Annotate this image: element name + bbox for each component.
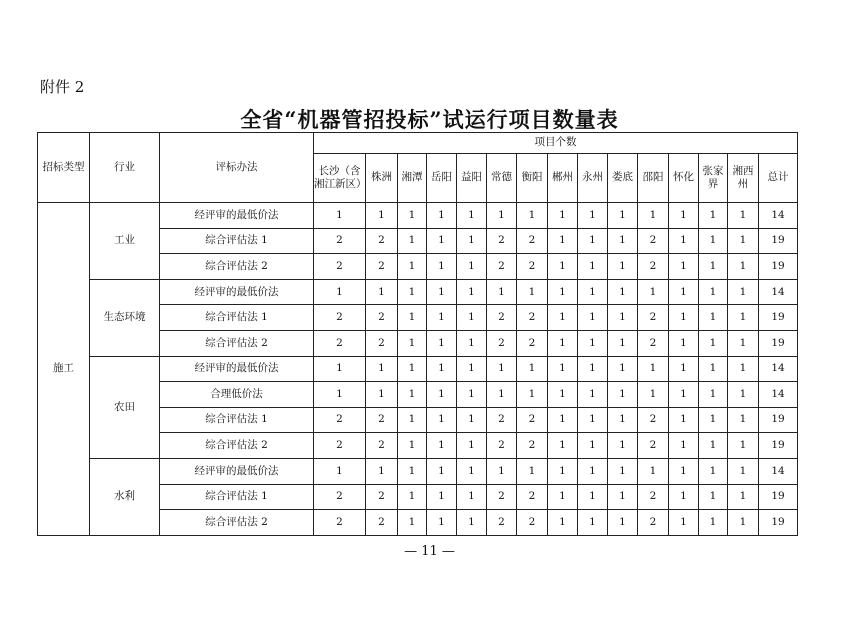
count-cell: 1 [548,228,578,254]
count-cell: 1 [398,484,427,510]
count-cell: 1 [398,382,427,408]
count-cell: 1 [608,407,638,433]
method-cell: 经评审的最低价法 [160,203,314,229]
count-cell: 2 [638,305,669,331]
count-cell: 1 [548,279,578,305]
count-cell: 1 [699,254,728,280]
count-cell: 1 [728,254,759,280]
count-cell: 1 [517,356,548,382]
count-cell: 1 [398,279,427,305]
count-cell: 2 [366,228,398,254]
industry-cell: 工业 [90,203,160,280]
count-cell: 1 [427,433,457,459]
page-title: 全省“机器管招投标”试运行项目数量表 [240,107,619,132]
count-cell: 1 [578,382,608,408]
count-cell: 1 [398,305,427,331]
method-cell: 合理低价法 [160,382,314,408]
header-total: 总计 [759,154,798,203]
count-cell: 1 [578,356,608,382]
count-cell: 1 [398,330,427,356]
count-cell: 1 [548,254,578,280]
count-cell: 2 [314,510,366,536]
total-cell: 19 [759,407,798,433]
header-region: 郴州 [548,154,578,203]
count-cell: 1 [728,382,759,408]
header-region: 株洲 [366,154,398,203]
count-cell: 1 [699,510,728,536]
page-number: — 11 — [404,544,455,559]
count-cell: 1 [314,356,366,382]
count-cell: 1 [457,407,487,433]
count-cell: 2 [487,407,517,433]
header-region: 长沙（含湘江新区） [314,154,366,203]
count-cell: 2 [638,484,669,510]
count-cell: 1 [578,458,608,484]
count-cell: 1 [728,510,759,536]
count-cell: 2 [517,484,548,510]
count-cell: 1 [728,433,759,459]
count-cell: 1 [548,433,578,459]
count-cell: 1 [669,382,699,408]
industry-cell: 农田 [90,356,160,458]
total-cell: 14 [759,203,798,229]
count-cell: 1 [669,484,699,510]
count-cell: 1 [487,382,517,408]
count-cell: 1 [457,305,487,331]
count-cell: 1 [699,407,728,433]
count-cell: 2 [314,305,366,331]
count-cell: 2 [366,407,398,433]
count-cell: 1 [699,228,728,254]
count-cell: 1 [457,254,487,280]
count-cell: 1 [366,356,398,382]
method-cell: 综合评估法 2 [160,433,314,459]
header-tender-type: 招标类型 [38,133,90,203]
header-region: 湘西州 [728,154,759,203]
count-cell: 1 [427,228,457,254]
count-cell: 2 [487,228,517,254]
table-row [38,203,798,229]
count-cell: 1 [314,382,366,408]
count-cell: 1 [578,484,608,510]
count-cell: 1 [728,279,759,305]
count-cell: 1 [608,279,638,305]
count-cell: 1 [638,458,669,484]
count-cell: 1 [669,330,699,356]
count-cell: 1 [608,458,638,484]
count-cell: 1 [699,458,728,484]
count-cell: 1 [728,305,759,331]
count-cell: 1 [699,433,728,459]
count-cell: 2 [517,510,548,536]
total-cell: 14 [759,356,798,382]
total-cell: 19 [759,330,798,356]
count-cell: 1 [578,305,608,331]
count-cell: 1 [608,510,638,536]
count-cell: 1 [669,228,699,254]
count-cell: 1 [578,228,608,254]
count-cell: 2 [517,228,548,254]
count-cell: 1 [669,433,699,459]
total-cell: 14 [759,382,798,408]
count-cell: 2 [314,484,366,510]
count-cell: 1 [548,510,578,536]
count-cell: 1 [366,279,398,305]
count-cell: 1 [699,279,728,305]
count-cell: 1 [638,203,669,229]
total-cell: 19 [759,433,798,459]
count-cell: 1 [699,484,728,510]
count-cell: 1 [398,407,427,433]
method-cell: 综合评估法 1 [160,228,314,254]
tender-type-cell: 施工 [38,203,90,536]
industry-cell: 生态环境 [90,279,160,356]
count-cell: 1 [578,433,608,459]
count-cell: 1 [728,458,759,484]
count-cell: 1 [699,330,728,356]
header-region: 益阳 [457,154,487,203]
count-cell: 1 [487,203,517,229]
count-cell: 1 [548,330,578,356]
count-cell: 1 [608,228,638,254]
count-cell: 2 [638,407,669,433]
count-cell: 1 [578,510,608,536]
count-cell: 1 [699,305,728,331]
count-cell: 2 [366,510,398,536]
total-cell: 19 [759,305,798,331]
count-cell: 1 [548,203,578,229]
count-cell: 2 [517,433,548,459]
count-cell: 1 [669,279,699,305]
count-cell: 1 [608,433,638,459]
count-cell: 1 [366,203,398,229]
count-cell: 1 [457,228,487,254]
count-cell: 1 [427,382,457,408]
method-cell: 经评审的最低价法 [160,356,314,382]
count-cell: 1 [517,279,548,305]
count-cell: 1 [728,407,759,433]
count-cell: 1 [398,203,427,229]
header-region: 怀化 [669,154,699,203]
count-cell: 1 [427,458,457,484]
project-count-table [37,132,798,536]
count-cell: 2 [517,254,548,280]
count-cell: 1 [487,458,517,484]
count-cell: 1 [517,382,548,408]
count-cell: 1 [608,330,638,356]
count-cell: 1 [669,458,699,484]
count-cell: 2 [638,330,669,356]
header-region: 常德 [487,154,517,203]
total-cell: 14 [759,458,798,484]
count-cell: 1 [548,382,578,408]
count-cell: 1 [427,254,457,280]
header-region: 岳阳 [427,154,457,203]
count-cell: 1 [608,382,638,408]
count-cell: 2 [366,484,398,510]
count-cell: 2 [366,433,398,459]
count-cell: 2 [517,305,548,331]
count-cell: 2 [487,433,517,459]
count-cell: 1 [728,330,759,356]
count-cell: 2 [366,330,398,356]
count-cell: 1 [457,433,487,459]
count-cell: 1 [608,305,638,331]
method-cell: 综合评估法 1 [160,407,314,433]
count-cell: 1 [457,356,487,382]
count-cell: 2 [314,330,366,356]
count-cell: 2 [487,330,517,356]
count-cell: 1 [398,458,427,484]
count-cell: 2 [487,510,517,536]
count-cell: 2 [314,254,366,280]
count-cell: 1 [548,407,578,433]
total-cell: 14 [759,279,798,305]
header-region: 娄底 [608,154,638,203]
count-cell: 1 [457,484,487,510]
count-cell: 1 [427,356,457,382]
count-cell: 1 [366,382,398,408]
count-cell: 1 [457,458,487,484]
total-cell: 19 [759,484,798,510]
count-cell: 1 [427,203,457,229]
count-cell: 1 [608,356,638,382]
count-cell: 1 [457,510,487,536]
count-cell: 1 [699,382,728,408]
count-cell: 1 [457,279,487,305]
total-cell: 19 [759,228,798,254]
header-region: 张家界 [699,154,728,203]
count-cell: 1 [638,279,669,305]
count-cell: 1 [669,510,699,536]
count-cell: 2 [638,510,669,536]
header-region: 湘潭 [398,154,427,203]
count-cell: 1 [608,254,638,280]
header-method: 评标办法 [160,133,314,203]
method-cell: 综合评估法 2 [160,510,314,536]
count-cell: 2 [366,305,398,331]
count-cell: 1 [314,279,366,305]
method-cell: 经评审的最低价法 [160,458,314,484]
count-cell: 1 [669,356,699,382]
count-cell: 2 [638,433,669,459]
count-cell: 1 [314,203,366,229]
count-cell: 1 [548,484,578,510]
count-cell: 1 [728,484,759,510]
count-cell: 1 [578,254,608,280]
count-cell: 1 [669,407,699,433]
count-cell: 1 [398,228,427,254]
header-region: 邵阳 [638,154,669,203]
count-cell: 1 [699,203,728,229]
count-cell: 2 [517,407,548,433]
count-cell: 1 [548,458,578,484]
count-cell: 1 [427,484,457,510]
count-cell: 1 [728,356,759,382]
count-cell: 1 [669,254,699,280]
count-cell: 2 [517,330,548,356]
count-cell: 1 [366,458,398,484]
count-cell: 1 [517,458,548,484]
count-cell: 1 [457,203,487,229]
total-cell: 19 [759,510,798,536]
count-cell: 2 [366,254,398,280]
table-row [38,458,798,484]
count-cell: 1 [398,356,427,382]
industry-cell: 水利 [90,458,160,535]
method-cell: 经评审的最低价法 [160,279,314,305]
count-cell: 2 [638,254,669,280]
header-project-count: 项目个数 [314,133,798,154]
count-cell: 1 [638,356,669,382]
count-cell: 2 [314,228,366,254]
header-region: 衡阳 [517,154,548,203]
count-cell: 2 [487,254,517,280]
count-cell: 1 [487,356,517,382]
count-cell: 1 [398,433,427,459]
count-cell: 1 [578,279,608,305]
count-cell: 1 [578,203,608,229]
header-industry: 行业 [90,133,160,203]
count-cell: 1 [427,407,457,433]
attachment-label: 附件 2 [40,78,85,96]
header-region: 永州 [578,154,608,203]
count-cell: 1 [457,330,487,356]
count-cell: 1 [457,382,487,408]
count-cell: 2 [314,433,366,459]
count-cell: 1 [427,510,457,536]
count-cell: 1 [578,330,608,356]
total-cell: 19 [759,254,798,280]
count-cell: 1 [608,203,638,229]
count-cell: 1 [548,356,578,382]
table-row [38,279,798,305]
method-cell: 综合评估法 2 [160,330,314,356]
method-cell: 综合评估法 1 [160,484,314,510]
count-cell: 2 [487,484,517,510]
count-cell: 2 [314,407,366,433]
count-cell: 1 [398,510,427,536]
count-cell: 1 [638,382,669,408]
count-cell: 1 [578,407,608,433]
count-cell: 1 [487,279,517,305]
count-cell: 2 [638,228,669,254]
count-cell: 1 [699,356,728,382]
count-cell: 1 [728,203,759,229]
count-cell: 1 [427,305,457,331]
count-cell: 1 [517,203,548,229]
count-cell: 1 [669,305,699,331]
count-cell: 2 [487,305,517,331]
count-cell: 1 [314,458,366,484]
count-cell: 1 [669,203,699,229]
method-cell: 综合评估法 1 [160,305,314,331]
method-cell: 综合评估法 2 [160,254,314,280]
count-cell: 1 [427,330,457,356]
count-cell: 1 [548,305,578,331]
table-row [38,356,798,382]
count-cell: 1 [398,254,427,280]
count-cell: 1 [427,279,457,305]
count-cell: 1 [728,228,759,254]
count-cell: 1 [608,484,638,510]
